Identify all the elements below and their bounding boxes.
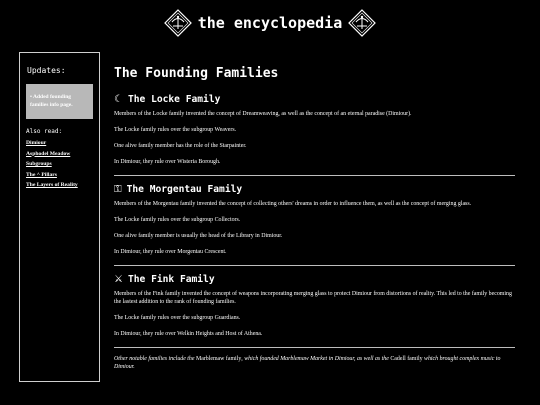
family-paragraph: The Locke family rules over the subgroup Collectors. xyxy=(114,216,241,223)
family-section-locke xyxy=(114,94,515,167)
family-paragraph: In Dimiour, they rule over Wisteria Borough. xyxy=(114,158,221,165)
family-paragraph: Members of the Morgentau family invented the concept of collecting others' dreams in order to influence them, as well as the concept of merging glass. xyxy=(114,200,472,207)
family-name: The Locke Family xyxy=(127,94,221,105)
note-text: Cadell family xyxy=(390,355,423,362)
key-box-icon: ⚿ xyxy=(114,183,122,195)
family-paragraph: In Dimiour, they rule over Welkin Heights and Host of Athena. xyxy=(114,330,263,337)
crossed-swords-icon: ⚔ xyxy=(114,273,123,285)
update-card-line: • Added founding xyxy=(30,94,72,101)
family-section-morgentau xyxy=(114,184,515,257)
family-name: The Fink Family xyxy=(127,273,215,285)
family-paragraph: The Locke family rules over the subgroup Guardians. xyxy=(114,314,241,321)
crescent-moon-icon: ☾ xyxy=(114,94,123,105)
notable-families-note xyxy=(114,356,515,372)
diamond-crest-icon xyxy=(348,9,376,37)
sidebar-link-subgroups[interactable]: Subgroups xyxy=(26,161,52,168)
note-text: Marblemaw family xyxy=(195,355,242,362)
sidebar-link-layers-of-reality[interactable]: The Layers of Reality xyxy=(26,182,78,189)
sidebar-link-dimiour[interactable]: Dimiour xyxy=(26,140,47,146)
family-paragraph: Members of the Fink family invented the concept of weapons incorporating merging glass to protect Dimiour from distortions of reality. This led to the family becoming the lastest addition to the rank of founding families. xyxy=(114,290,512,305)
site-header xyxy=(0,8,540,38)
sidebar-link-asphodel-meadow[interactable]: Asphodel Meadow xyxy=(26,150,71,157)
section-divider xyxy=(114,347,515,348)
section-divider xyxy=(114,265,515,266)
family-heading xyxy=(114,274,515,285)
note-text: , which founded Marblemaw Market in Dimiour, as well as the xyxy=(241,355,391,362)
family-section-fink xyxy=(114,274,515,339)
diamond-crest-icon xyxy=(164,9,192,37)
section-divider xyxy=(114,175,515,176)
family-name: The Morgentau Family xyxy=(126,183,243,195)
also-read-heading: Also read: xyxy=(26,128,63,135)
family-paragraph: Members of the Locke family invented the concept of Dreamweaving, as well as the concept of an eternal paradise (Dimiour). xyxy=(114,111,412,117)
family-heading xyxy=(114,184,515,195)
site-title: the encyclopedia xyxy=(197,14,343,32)
family-paragraph: One alive family member has the role of the Starpainter. xyxy=(114,142,247,149)
family-heading xyxy=(114,94,515,105)
page-title: The Founding Families xyxy=(114,66,279,81)
update-card-line: families info page. xyxy=(30,101,73,108)
main-content xyxy=(114,66,515,372)
update-card xyxy=(26,84,93,119)
sidebar-link-pillars[interactable]: The ^ Pillars xyxy=(26,171,57,178)
family-paragraph: One alive family member is usually the head of the Library in Dimiour. xyxy=(114,232,283,239)
family-paragraph: In Dimiour, they rule over Morgentau Crescent. xyxy=(114,248,227,255)
note-text: Other notable families include the xyxy=(114,355,196,362)
family-paragraph: The Locke family rules over the subgroup Weavers. xyxy=(114,126,237,133)
updates-heading: Updates: xyxy=(27,66,66,75)
sidebar xyxy=(19,52,100,382)
note-text: which brought complex music to Dimiour. xyxy=(114,355,501,370)
